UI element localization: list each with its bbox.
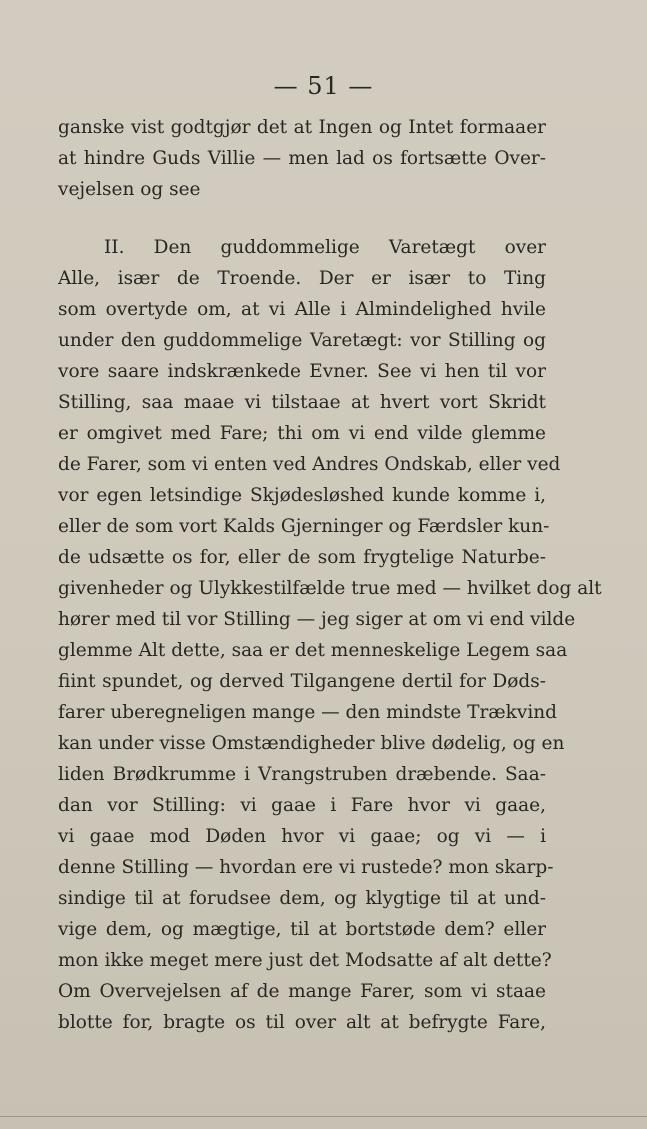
text-line: Alle, især de Troende. Der er især to Ting <box>58 268 546 289</box>
text-line: vi gaae mod Døden hvor vi gaae; og vi — i <box>58 826 546 847</box>
text-line: denne Stilling — hvordan ere vi rustede? mon skarp- <box>58 857 554 878</box>
text-line: sindige til at forudsee dem, og klygtige til at und- <box>58 888 546 909</box>
text-line: eller de som vort Kalds Gjerninger og Færdsler kun- <box>58 516 550 537</box>
section-heading-line: II. Den guddommelige Varetægt over <box>104 237 546 258</box>
text-line: er omgivet med Fare; thi om vi end vilde glemme <box>58 423 546 444</box>
text-line: mon ikke meget mere just det Modsatte af alt dette? <box>58 950 552 971</box>
text-line: givenheder og Ulykkestilfælde true med — hvilket dog alt <box>58 578 602 599</box>
text-line: Om Overvejelsen af de mange Farer, som vi staae <box>58 981 546 1002</box>
text-line: som overtyde om, at vi Alle i Almindelighed hvile <box>58 299 546 320</box>
text-line: farer uberegneligen mange — den mindste Trækvind <box>58 702 558 723</box>
text-line: Stilling, saa maae vi tilstaae at hvert vort Skridt <box>58 392 546 413</box>
page-edge-line <box>0 1116 647 1117</box>
text-line: dan vor Stilling: vi gaae i Fare hvor vi gaae, <box>58 795 546 816</box>
text-line: de udsætte os for, eller de som frygtelige Naturbe- <box>58 547 546 568</box>
text-line: ganske vist godtgjør det at Ingen og Intet formaaer <box>58 117 546 138</box>
text-line: vejelsen og see <box>58 179 201 200</box>
text-line: liden Brødkrumme i Vrangstruben dræbende. Saa- <box>58 764 546 785</box>
text-line: fiint spundet, og derved Tilgangene dertil for Døds- <box>58 671 546 692</box>
text-line: de Farer, som vi enten ved Andres Ondskab, eller ved <box>58 454 561 475</box>
page-number-header: — 51 — <box>273 72 374 100</box>
paragraph-2 <box>58 232 602 1038</box>
text-line: glemme Alt dette, saa er det menneskelige Legem saa <box>58 640 568 661</box>
paragraph-1 <box>58 112 546 205</box>
text-line: kan under visse Omstændigheder blive dødelig, og en <box>58 733 565 754</box>
text-line: vor egen letsindige Skjødesløshed kunde komme i, <box>58 485 546 506</box>
text-line: vore saare indskrænkede Evner. See vi hen til vor <box>58 361 546 382</box>
text-line: hører med til vor Stilling — jeg siger at om vi end vilde <box>58 609 576 630</box>
text-line: blotte for, bragte os til over alt at befrygte Fare, <box>58 1012 546 1033</box>
text-line: at hindre Guds Villie — men lad os fortsætte Over- <box>58 148 546 169</box>
text-line: under den guddommelige Varetægt: vor Stilling og <box>58 330 546 351</box>
text-line: vige dem, og mægtige, til at bortstøde dem? eller <box>58 919 546 940</box>
